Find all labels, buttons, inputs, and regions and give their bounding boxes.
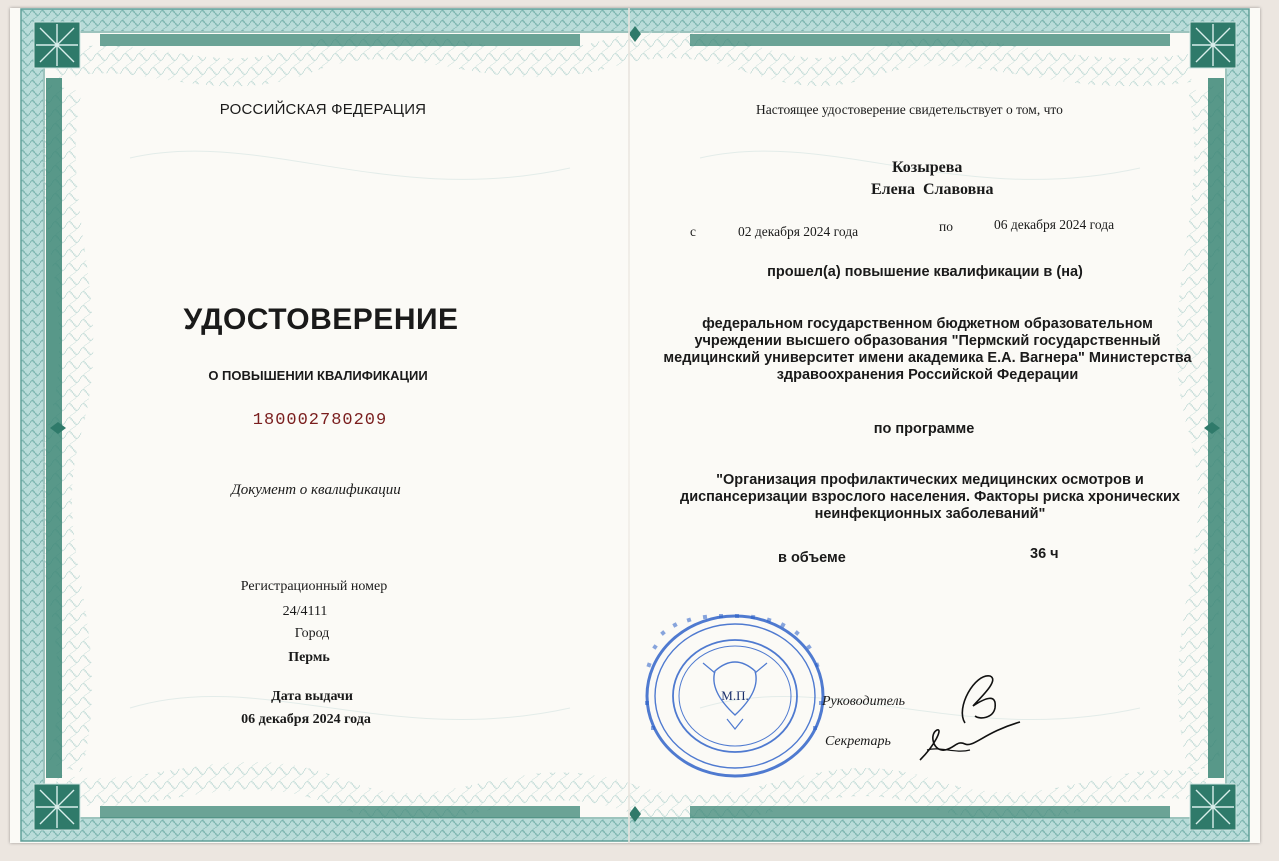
secretary-signature-label: Секретарь [825,734,891,749]
document-subtitle: О ПОВЫШЕНИИ КВАЛИФИКАЦИИ [208,368,428,383]
organization-name: федеральном государственном бюджетном образовательном учреждении высшего образования "Пермский государственный медицинский университет имени академика Е.А. Вагнера" Министерства здравоохранения Российской Федерации [663,316,1192,383]
registration-number: 24/4111 [282,604,328,619]
document-title: УДОСТОВЕРЕНИЕ [183,303,459,336]
center-fold [628,8,630,843]
volume-label: в объеме [778,550,846,566]
document-type: Документ о квалификации [231,482,401,498]
registration-number-label: Регистрационный номер [240,579,388,594]
period-from-date: 02 декабря 2024 года [738,224,859,239]
program-label: по программе [873,421,975,437]
issue-date-label: Дата выдачи [271,689,353,704]
program-name: "Организация профилактических медицинских осмотров и диспансеризации взрослого населения. Факторы риска хронических неинфекционных заболеваний" [679,472,1181,522]
head-signature-icon [945,668,1005,728]
city-value: Пермь [288,650,330,665]
intro-text: Настоящее удостоверение свидетельствует о том, что [756,102,1063,117]
decorative-border [10,8,1260,843]
serial-number: 180002780209 [252,411,388,430]
head-signature-label: Руководитель [822,694,906,709]
holder-given-names: Елена Славовна [871,181,994,198]
city-label: Город [294,626,330,641]
period-to-label: по [939,219,953,234]
certificate-document [10,8,1260,843]
volume-value: 36 ч [1030,546,1059,562]
passed-training-text: прошел(а) повышение квалификации в (на) [767,264,1083,280]
stamp-icon [643,611,828,781]
issue-date: 06 декабря 2024 года [241,712,371,727]
holder-surname: Козырева [892,159,963,176]
period-from-label: с [690,224,696,239]
secretary-signature-icon [915,720,1025,765]
stamp-mp-text: М.П. [721,688,749,703]
country-heading: РОССИЙСКАЯ ФЕДЕРАЦИЯ [219,101,427,118]
period-to-date: 06 декабря 2024 года [994,217,1115,232]
